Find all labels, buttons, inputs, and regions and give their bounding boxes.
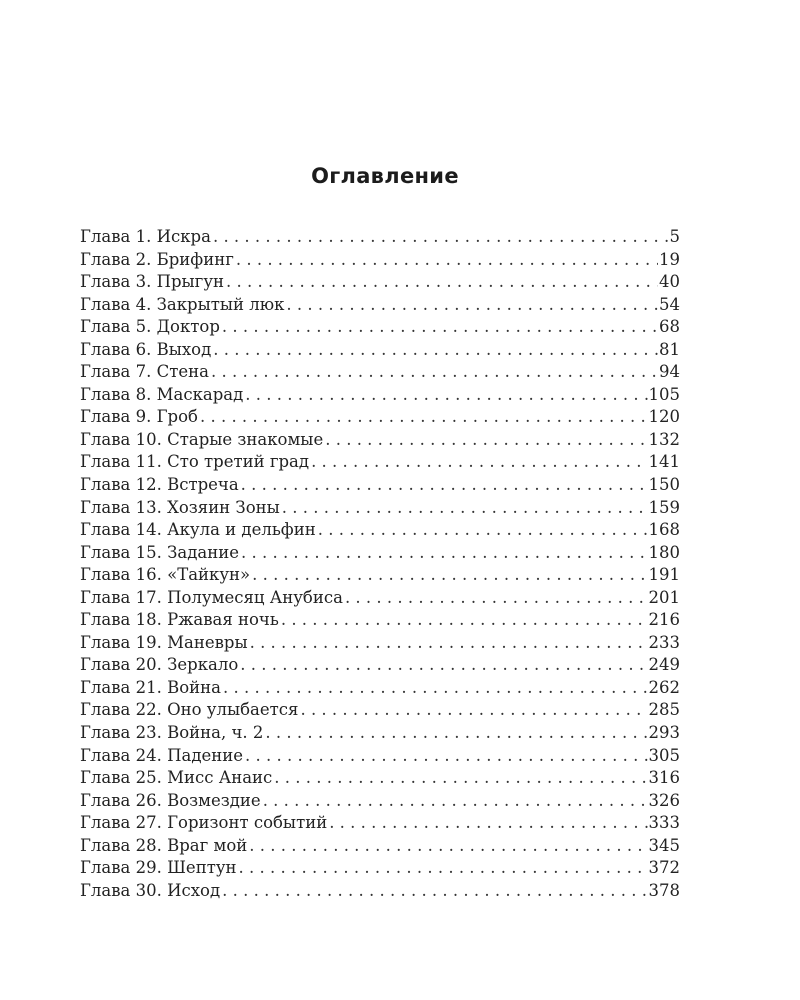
dot-leader — [222, 880, 647, 903]
toc-entry[interactable] — [80, 587, 680, 610]
toc-entry[interactable] — [80, 564, 680, 587]
toc-entry[interactable] — [80, 857, 680, 880]
dot-leader — [329, 812, 647, 835]
dot-leader — [240, 654, 647, 677]
page-number: 345 — [648, 835, 680, 855]
chapter-title: Глава 25. Мисс Анаис — [80, 768, 273, 788]
chapter-title: Глава 26. Возмездие — [80, 790, 261, 810]
chapter-title: Глава 1. Искра — [80, 227, 211, 246]
toc-entry[interactable] — [80, 519, 680, 542]
page-number: 293 — [648, 723, 680, 743]
toc-entry[interactable] — [80, 226, 680, 249]
toc-entry[interactable] — [80, 361, 680, 384]
chapter-title: Глава 28. Враг мой — [80, 835, 248, 855]
dot-leader — [274, 767, 647, 790]
toc-entry[interactable] — [80, 249, 680, 272]
toc-entry[interactable] — [80, 339, 680, 362]
chapter-title: Глава 6. Выход — [80, 339, 212, 359]
toc-entry[interactable] — [80, 271, 680, 294]
dot-leader — [245, 384, 647, 407]
dot-leader — [200, 406, 648, 429]
chapter-title: Глава 30. Исход — [80, 880, 221, 900]
page-number: 326 — [648, 790, 680, 810]
chapter-title: Глава 21. Война — [80, 677, 221, 697]
chapter-title: Глава 24. Падение — [80, 745, 244, 765]
page-number: 249 — [648, 655, 680, 675]
page-number: 285 — [648, 700, 680, 720]
page-number: 141 — [648, 452, 680, 472]
page-number: 201 — [648, 587, 680, 607]
chapter-title: Глава 11. Сто третий град — [80, 452, 310, 472]
dot-leader — [263, 790, 648, 813]
dot-leader — [345, 587, 648, 610]
toc-entry[interactable] — [80, 497, 680, 520]
dot-leader — [223, 677, 648, 700]
page-number: 262 — [648, 677, 680, 697]
dot-leader — [265, 722, 647, 745]
page-number: 316 — [648, 768, 680, 788]
dot-leader — [241, 542, 648, 565]
dot-leader — [245, 745, 647, 768]
dot-leader — [252, 564, 647, 587]
dot-leader — [281, 609, 648, 632]
dot-leader — [282, 497, 648, 520]
chapter-title: Глава 19. Маневры — [80, 632, 248, 652]
chapter-title: Глава 16. «Тайкун» — [80, 565, 251, 585]
page-number: 191 — [648, 565, 680, 585]
page-number: 159 — [648, 497, 680, 517]
dot-leader — [311, 451, 647, 474]
dot-leader — [300, 699, 647, 722]
dot-leader — [213, 339, 658, 362]
toc-entry[interactable] — [80, 384, 680, 407]
page-title: Оглавление — [311, 164, 459, 188]
chapter-title: Глава 4. Закрытый люк — [80, 294, 285, 314]
page-number: 132 — [648, 429, 680, 449]
dot-leader — [250, 632, 648, 655]
page-number: 105 — [648, 384, 680, 404]
page-number: 372 — [648, 858, 680, 878]
toc-entry[interactable] — [80, 699, 680, 722]
dot-leader — [226, 271, 658, 294]
page-number: 68 — [659, 317, 680, 337]
dot-leader — [222, 316, 658, 339]
page-number: 54 — [659, 294, 680, 314]
table-of-contents — [80, 226, 680, 902]
chapter-title: Глава 15. Задание — [80, 542, 239, 562]
chapter-title: Глава 14. Акула и дельфин — [80, 520, 316, 540]
page-number: 81 — [659, 339, 680, 359]
page-number: 40 — [659, 272, 680, 292]
page-number: 19 — [659, 249, 680, 269]
page-number: 333 — [648, 813, 680, 833]
toc-entry[interactable] — [80, 745, 680, 768]
dot-leader — [213, 226, 669, 249]
page-number: 5 — [669, 227, 680, 246]
toc-entry[interactable] — [80, 880, 680, 903]
toc-entry[interactable] — [80, 790, 680, 813]
toc-entry[interactable] — [80, 474, 680, 497]
chapter-title: Глава 20. Зеркало — [80, 655, 239, 675]
toc-entry[interactable] — [80, 542, 680, 565]
toc-entry[interactable] — [80, 406, 680, 429]
chapter-title: Глава 9. Гроб — [80, 407, 198, 427]
dot-leader — [249, 835, 647, 858]
dot-leader — [241, 474, 648, 497]
toc-entry[interactable] — [80, 677, 680, 700]
toc-entry[interactable] — [80, 835, 680, 858]
dot-leader — [318, 519, 648, 542]
page-number: 305 — [648, 745, 680, 765]
dot-leader — [325, 429, 647, 452]
chapter-title: Глава 13. Хозяин Зоны — [80, 497, 280, 517]
chapter-title: Глава 27. Горизонт событий — [80, 813, 328, 833]
toc-entry[interactable] — [80, 654, 680, 677]
toc-entry[interactable] — [80, 316, 680, 339]
toc-entry[interactable] — [80, 609, 680, 632]
dot-leader — [211, 361, 658, 384]
page-number: 168 — [648, 520, 680, 540]
page-number: 120 — [648, 407, 680, 427]
toc-entry[interactable] — [80, 632, 680, 655]
chapter-title: Глава 5. Доктор — [80, 317, 220, 337]
chapter-title: Глава 12. Встреча — [80, 475, 239, 495]
page-number: 378 — [648, 880, 680, 900]
page-number: 150 — [648, 475, 680, 495]
page-number: 94 — [659, 362, 680, 382]
toc-entry[interactable] — [80, 812, 680, 835]
chapter-title: Глава 10. Старые знакомые — [80, 429, 324, 449]
toc-entry[interactable] — [80, 451, 680, 474]
dot-leader — [286, 294, 658, 317]
chapter-title: Глава 18. Ржавая ночь — [80, 610, 279, 630]
chapter-title: Глава 3. Прыгун — [80, 272, 225, 292]
toc-entry[interactable] — [80, 767, 680, 790]
page-number: 216 — [648, 610, 680, 630]
dot-leader — [236, 249, 658, 272]
toc-entry[interactable] — [80, 429, 680, 452]
chapter-title: Глава 29. Шептун — [80, 858, 237, 878]
toc-entry[interactable] — [80, 722, 680, 745]
page-number: 180 — [648, 542, 680, 562]
chapter-title: Глава 17. Полумесяц Анубиса — [80, 587, 343, 607]
chapter-title: Глава 7. Стена — [80, 362, 209, 382]
chapter-title: Глава 8. Маскарад — [80, 384, 244, 404]
dot-leader — [239, 857, 648, 880]
chapter-title: Глава 23. Война, ч. 2 — [80, 723, 264, 743]
chapter-title: Глава 2. Брифинг — [80, 249, 234, 269]
page-number: 233 — [648, 632, 680, 652]
chapter-title: Глава 22. Оно улыбается — [80, 700, 299, 720]
toc-entry[interactable] — [80, 294, 680, 317]
